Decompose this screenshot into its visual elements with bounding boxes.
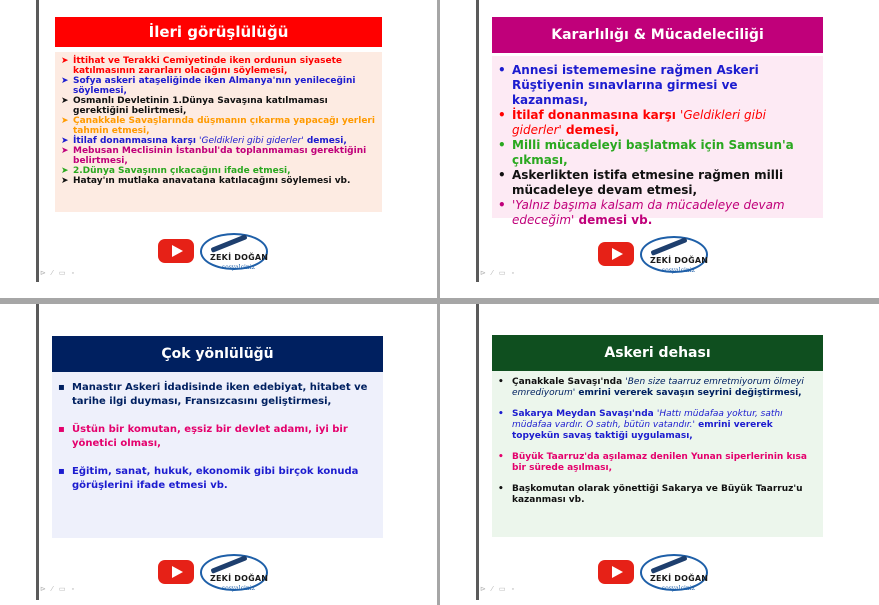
slide-left-edge [476,304,479,600]
slide-footer-icons: ⊳ ⁄ ▭ ▫ [480,270,516,277]
youtube-icon[interactable] [598,242,634,266]
bullet-marker: ▪ [58,466,65,477]
slide-footer-icons: ⊳ ⁄ ▭ ▫ [480,586,516,593]
bullet-text: Çanakkale Savaşı'nda [512,377,626,387]
youtube-icon[interactable] [598,560,634,584]
bullet-text: 'Geldikleri gibi giderler' [199,136,304,146]
bullet-marker: ➤ [61,176,69,186]
bullet-item [61,136,376,146]
bullet-text: 'Ben size taarruz emretmiyorum ölmeyi emrediyorum' [512,377,804,398]
bullet-text: demesi, [303,136,347,146]
bullet-marker: ▪ [58,424,65,435]
bullet-marker: • [498,377,504,387]
logo-brand: ZEKİ DOĞAN [210,574,269,583]
bullet-text: demesi, [561,123,620,137]
bullet-text: İtilaf donanmasına karşı [512,108,681,122]
bullet-text: Sakarya Meydan Savaşı'nda [512,409,657,419]
bullet-marker: ➤ [61,96,69,106]
bullet-text: İtilaf donanmasına karşı [73,136,200,146]
bullet-marker: • [498,198,506,212]
channel-logo[interactable] [598,554,710,594]
bullet-text: Askerlikten istifa etmesine rağmen milli mücadeleye devam etmesi, [512,168,784,197]
logo-brand: ZEKİ DOĞAN [210,253,269,262]
bullet-list [55,52,382,186]
bullet-text: 'Geldikleri gibi giderler' [512,108,766,137]
bullet-text: emrini vererek topyekün savaş taktiği uygulaması, [512,420,773,441]
bullet-item [498,168,815,198]
bullet-item [498,377,815,399]
bullet-item [498,108,815,138]
bullet-text: Üstün bir komutan, eşsiz bir devlet adamı, iyi bir yönetici olması, [72,424,348,449]
bullet-marker: • [498,484,504,494]
bullet-marker: ➤ [61,116,69,126]
bullet-item [498,198,815,228]
channel-logo[interactable] [158,554,270,594]
bullet-item [498,138,815,168]
bullet-text: Milli mücadeleyi başlatmak için Samsun'a çıkması, [512,138,794,167]
slide-ileri-goruslulugu[interactable] [0,0,437,298]
logo-tagline: sosyalciniz [222,264,255,271]
bullet-marker: • [498,108,506,122]
bullet-text: İttihat ve Terakki Cemiyetinde iken ordunun siyasete katılmasının zararları olacağını söylemesi, [73,56,342,76]
bullet-item [61,116,376,136]
bullet-marker: ➤ [61,166,69,176]
bullet-text: emrini vererek savaşın seyrini değiştirmesi, [575,388,802,398]
bullet-text: 'Yalnız başıma kalsam da mücadeleye devam edeceğim' [512,198,785,227]
bullet-text: Sofya askeri ataşeliğinde iken Almanya'nın yenileceğini söylemesi, [73,76,356,96]
bullet-list [492,56,823,228]
bullet-marker: ➤ [61,56,69,66]
bullet-list [52,372,383,493]
logo-brand: ZEKİ DOĞAN [650,574,709,583]
bullet-text: Manastır Askeri İdadisinde iken edebiyat, hitabet ve tarihe ilgi duyması, Fransızcasını geliştirmesi, [72,382,368,407]
bullet-text: Hatay'ın mutlaka anavatana katılacağını söylemesi vb. [73,176,351,186]
bullet-text: Mebusan Meclisinin İstanbul'da toplanmaması gerektiğini belirtmesi, [73,146,367,166]
slide-left-edge [476,0,479,282]
slide-cok-yonlulugu[interactable] [0,304,437,605]
bullet-text: Osmanlı Devletinin 1.Dünya Savaşına katılmaması gerektiğini belirtmesi, [73,96,328,116]
bullet-marker: • [498,138,506,152]
slide-title: Kararlılığı & Mücadeleciliği [492,17,823,53]
bullet-item [58,423,375,451]
slide-footer-icons: ⊳ ⁄ ▭ ▫ [40,586,76,593]
bullet-marker: ▪ [58,382,65,393]
bullet-marker: • [498,452,504,462]
logo-tagline: sosyalciniz [222,585,255,592]
logo-tagline: sosyalciniz [662,585,695,592]
logo-tagline: sosyalciniz [662,267,695,274]
youtube-icon[interactable] [158,239,194,263]
slide-left-edge [36,0,39,282]
bullet-item [498,452,815,474]
bullet-item [61,176,376,186]
logo-brand: ZEKİ DOĞAN [650,256,709,265]
slide-footer-icons: ⊳ ⁄ ▭ ▫ [40,270,76,277]
slide-askeri-dehasi[interactable] [440,304,879,605]
bullet-text: demesi vb. [574,213,653,227]
slide-left-edge [36,304,39,600]
bullet-marker: ➤ [61,146,69,156]
bullet-marker: • [498,168,506,182]
slide-body [492,56,823,227]
bullet-text: 'Hattı müdafaa yoktur, sathı müdafaa vardır. O satıh, bütün vatandır.' [512,409,783,430]
bullet-item [498,409,815,442]
channel-logo[interactable] [598,236,710,276]
bullet-text: 2.Dünya Savaşının çıkacağını ifade etmesi, [73,166,291,176]
bullet-item [58,381,375,409]
bullet-text: Çanakkale Savaşlarında düşmanın çıkarma yapacağı yerleri tahmin etmesi, [73,116,375,136]
bullet-text: Başkomutan olarak yönettiği Sakarya ve Büyük Taarruz'u kazanması vb. [512,484,803,505]
bullet-text: Eğitim, sanat, hukuk, ekonomik gibi birçok konuda görüşlerini ifade etmesi vb. [72,466,359,491]
slide-title: Askeri dehası [492,335,823,371]
slide-body [492,371,823,537]
bullet-marker: ➤ [61,76,69,86]
bullet-marker: • [498,409,504,419]
slide-title: İleri görüşlülüğü [55,17,382,47]
bullet-item [498,484,815,506]
bullet-item [61,76,376,96]
bullet-item [58,465,375,493]
bullet-text: Annesi istememesine rağmen Askeri Rüştiyenin sınavlarına girmesi ve kazanması, [512,63,759,107]
bullet-marker: • [498,63,506,77]
bullet-list [492,371,823,506]
bullet-item [61,56,376,76]
bullet-item [61,166,376,176]
bullet-item [61,96,376,116]
bullet-text: Büyük Taarruz'da aşılamaz denilen Yunan siperlerinin kısa bir sürede aşılması, [512,452,807,473]
bullet-marker: ➤ [61,136,69,146]
slide-body [52,372,383,538]
slide-kararliligi[interactable] [440,0,879,298]
slide-title: Çok yönlülüğü [52,336,383,372]
bullet-item [61,146,376,166]
youtube-icon[interactable] [158,560,194,584]
bullet-item [498,63,815,108]
channel-logo[interactable] [158,233,270,273]
slide-body [55,52,382,212]
